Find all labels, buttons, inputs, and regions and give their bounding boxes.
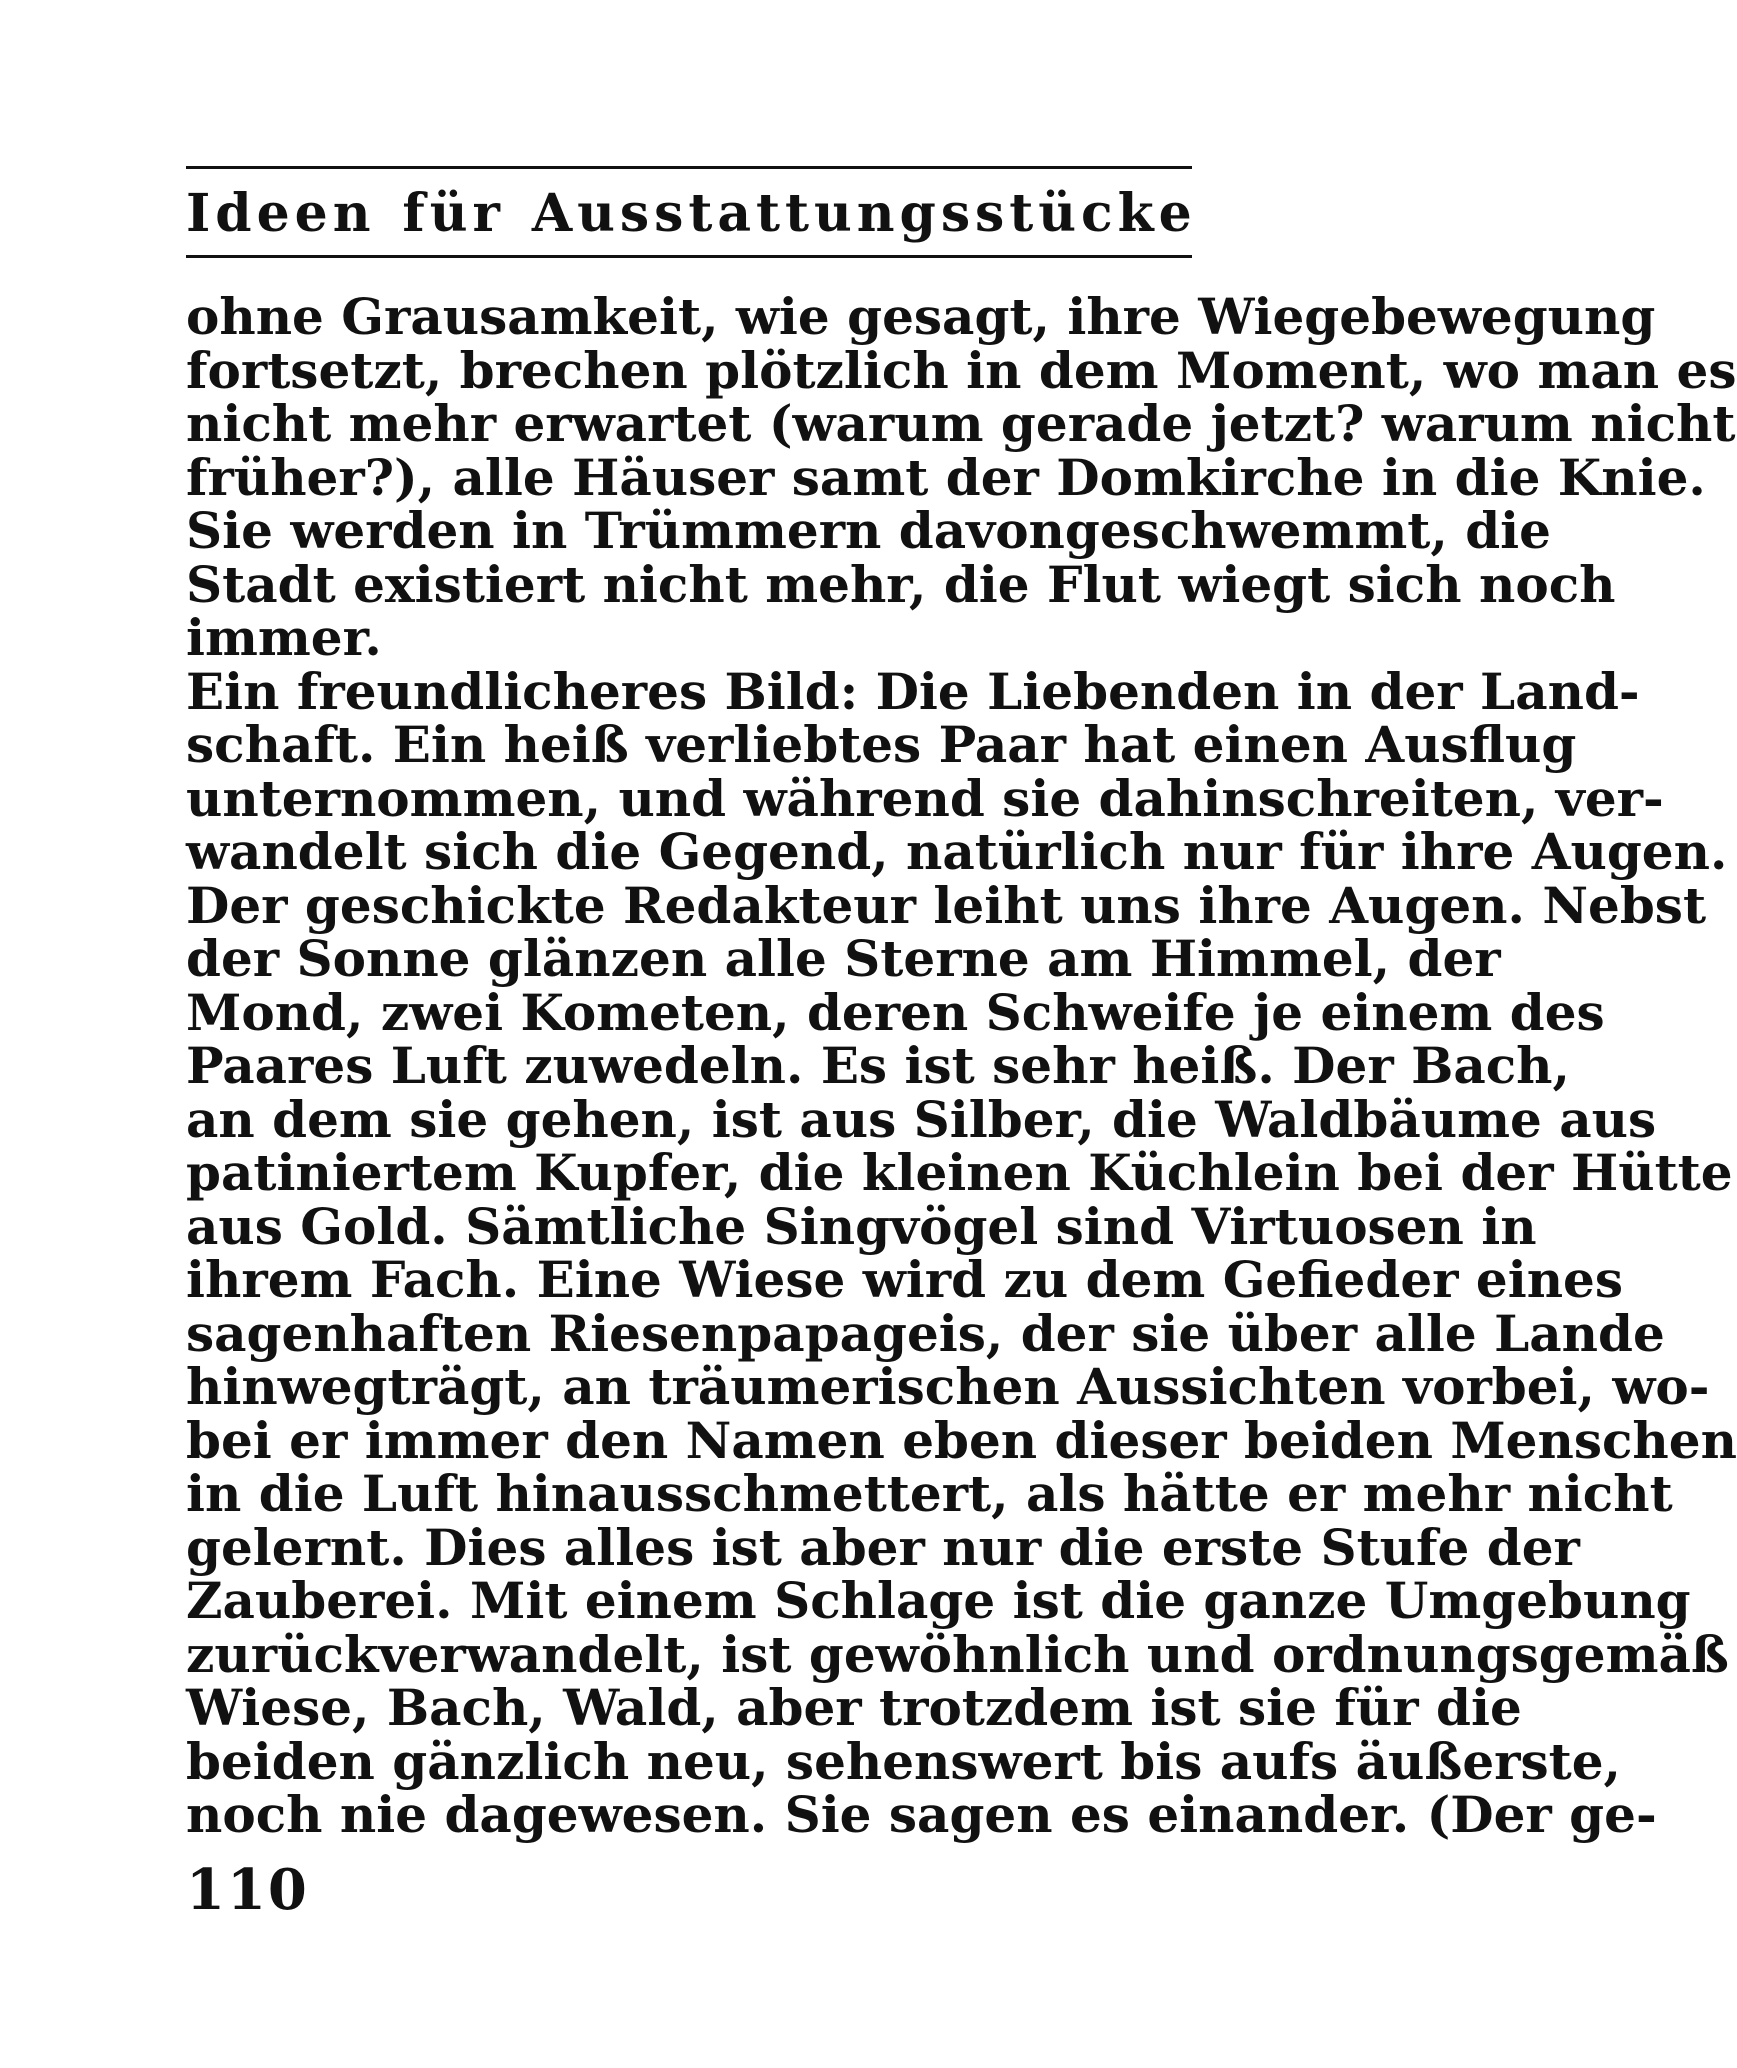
text-line: noch nie dagewesen. Sie sagen es einander. (Der ge- [186,1785,1657,1844]
text-line: immer. [186,608,382,667]
running-head-letter: n [856,182,895,244]
text-line: Ein freundlicheres Bild: Die Liebenden in der Land- [186,661,1640,721]
text-line: bei er immer den Namen eben dieser beiden Menschen [186,1410,1737,1470]
running-head-letter: d [215,182,252,244]
running-head-letter: s [975,182,1005,244]
text-line: Der geschickte Redakteur leiht uns ihre Augen. Nebst [186,875,1707,935]
text-line: früher?), alle Häuser samt der Domkirche in die Knie. [186,447,1706,507]
running-head-letter: A [531,182,573,244]
running-head-letter: s [619,182,650,244]
running-head-letter: s [940,182,971,244]
running-head-letter: t [756,182,781,244]
running-head-letter: e [294,182,328,244]
text-line: Mond, zwei Kometen, deren Schweife je einem des [186,982,1605,1042]
text-line: zurückverwandelt, ist gewöhnlich und ordnungsgemäß [186,1624,1729,1684]
text-line: nicht mehr erwartet (warum gerade jetzt? warum nicht [186,394,1736,453]
text-line: unternommen, und während sie dahinschreiten, ver- [186,768,1664,828]
running-head-letter: t [688,182,713,244]
body-text [186,287,1737,1844]
text-line: in die Luft hinausschmettert, als hätte er mehr nicht [186,1464,1673,1523]
text-line: schaft. Ein heiß verliebtes Paar hat einen Ausflug [186,715,1577,774]
running-head-letter: e [1158,182,1192,244]
text-line: patiniertem Kupfer, die kleinen Küchlein bei der Hütte [186,1143,1733,1202]
running-head-letter: f [402,182,425,244]
header-rule-top [186,166,1192,169]
text-line: sagenhaften Riesenpapageis, der sie über alle Lande [186,1303,1665,1363]
running-head-letter: a [717,182,752,244]
text-line: aus Gold. Sämtliche Singvögel sind Virtuosen in [186,1196,1537,1256]
page-number: 110 [186,1857,309,1923]
text-line: gelernt. Dies alles ist aber nur die erste Stufe der [186,1517,1580,1577]
text-line: fortsetzt, brechen plötzlich in dem Moment, wo man es [186,340,1737,400]
running-head-letter: ü [1038,182,1077,244]
text-line: Stadt existiert nicht mehr, die Flut wiegt sich noch [186,554,1616,614]
running-head-letter: s [654,182,684,244]
text-line: Wiese, Bach, Wald, aber trotzdem ist sie für die [186,1678,1522,1737]
running-head-letter: u [577,182,615,244]
running-head-letter: e [256,182,290,244]
running-head-letter: g [899,182,936,244]
running-head-letter: r [472,182,500,244]
running-head-letter: k [1117,182,1154,244]
text-line: hinwegträgt, an träumerischen Aussichten vorbei, wo- [186,1357,1710,1416]
header-rule-bottom [186,255,1192,258]
text-line: wandelt sich die Gegend, natürlich nur für ihre Augen. [186,822,1728,881]
running-head-letter: u [813,182,852,244]
running-head-letter: ü [429,182,468,244]
text-line: beiden gänzlich neu, sehenswert bis aufs äußerste, [186,1731,1621,1791]
text-line: Paares Luft zuwedeln. Es ist sehr heiß. Der Bach, [186,1036,1570,1095]
running-head-letter: c [1081,182,1113,244]
text-line: Zauberei. Mit einem Schlage ist die ganze Umgebung [186,1571,1691,1630]
text-line: der Sonne glänzen alle Sterne am Himmel, der [186,929,1501,988]
text-line: ihrem Fach. Eine Wiese wird zu dem Gefieder eines [186,1250,1624,1309]
running-head-letter: t [784,182,810,244]
running-head [186,176,1192,250]
running-head-letter: t [1009,182,1034,244]
text-line: Sie werden in Trümmern davongeschwemmt, die [186,501,1551,560]
text-line: ohne Grausamkeit, wie gesagt, ihre Wiegebewegung [186,287,1656,346]
running-head-letter: n [332,182,371,244]
text-line: an dem sie gehen, ist aus Silber, die Waldbäume aus [186,1089,1657,1149]
running-head-letter: I [186,182,211,244]
